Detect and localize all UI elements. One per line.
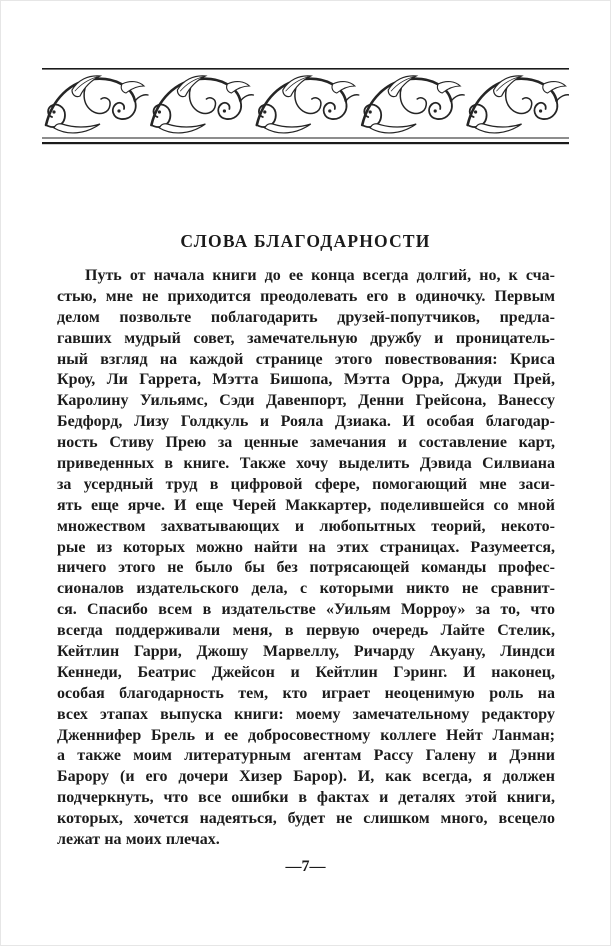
text-line: Путь от начала книги до ее конца всегда долгий, но, к сча- — [85, 267, 555, 284]
text-line: Каролину Уильямс, Сэди Давенпорт, Денни Грейсона, Ванессу — [57, 392, 555, 410]
text-line: Дженнифер Брель и ее добросовестному коллеге Нейт Ланман; — [57, 726, 555, 744]
text-line: Кеннеди, Беатрис Джейсон и Кейтлин Гэринг. И наконец, — [57, 663, 555, 681]
text-line: сионалов издательского дела, с которыми никто не сравнит- — [57, 580, 555, 598]
text-line: рые из которых можно найти на этих страницах. Разумеется, — [57, 538, 555, 556]
ornament-frieze — [42, 66, 569, 146]
text-line: делом позвольте поблагодарить друзей-попутчиков, предла- — [57, 308, 555, 326]
text-line: Кейтлин Гарри, Джошу Марвеллу, Ричарду Акуану, Линдси — [57, 643, 555, 661]
text-line: множеством захватывающих и любопытных теорий, некото- — [57, 517, 555, 535]
text-line: Барору (и его дочери Хизер Барор). И, как всегда, я должен — [57, 768, 555, 786]
text-line: за усердный труд в цифровой сфере, помогающий мне заси- — [57, 475, 555, 493]
text-line: ничего этого не было бы без потрясающей команды профес- — [57, 559, 555, 577]
text-line: всегда поддерживали меня, в первую очередь Лайте Стелик, — [57, 622, 555, 640]
acknowledgments-paragraph — [57, 266, 555, 851]
text-line: ся. Спасибо всем в издательстве «Уильям Морроу» за то, что — [57, 601, 555, 619]
page-number: —7— — [285, 858, 326, 875]
chapter-title: СЛОВА БЛАГОДАРНОСТИ — [180, 231, 431, 251]
text-line: ность Стиву Прею за ценные замечания и составление карт, — [57, 434, 555, 452]
text-line: ный взгляд на каждой странице этого повествования: Криса — [57, 350, 555, 368]
text-line: приведенных в книге. Также хочу выделить Дэвида Силвиана — [57, 455, 555, 473]
text-line: Кроу, Ли Гаррета, Мэтта Бишопа, Мэтта Орра, Джуди Прей, — [57, 371, 555, 389]
text-line: лежат на моих плечах. — [57, 831, 220, 849]
text-line: подчеркнуть, что все ошибки в фактах и деталях этой книги, — [57, 789, 555, 807]
text-line: гавших мудрый совет, замечательную дружбу и проницатель- — [57, 329, 555, 347]
text-line: а также моим литературным агентам Рассу Галену и Дэнни — [57, 747, 555, 765]
text-line: стью, мне не приходится преодолевать его в одиночку. Первым — [57, 287, 555, 305]
text-line: которых, хочется надеяться, будет не слишком много, всецело — [57, 810, 555, 828]
text-line: всех этапах выпуска книги: моему замечательному редактору — [57, 705, 555, 723]
text-line: ять еще ярче. И еще Черей Маккартер, поделившейся со мной — [57, 496, 555, 514]
text-line: особая благодарность тем, кто играет неоценимую роль на — [57, 684, 555, 702]
text-line: Бедфорд, Лизу Голдкуль и Рояла Дзиака. И особая благодар- — [57, 413, 555, 431]
